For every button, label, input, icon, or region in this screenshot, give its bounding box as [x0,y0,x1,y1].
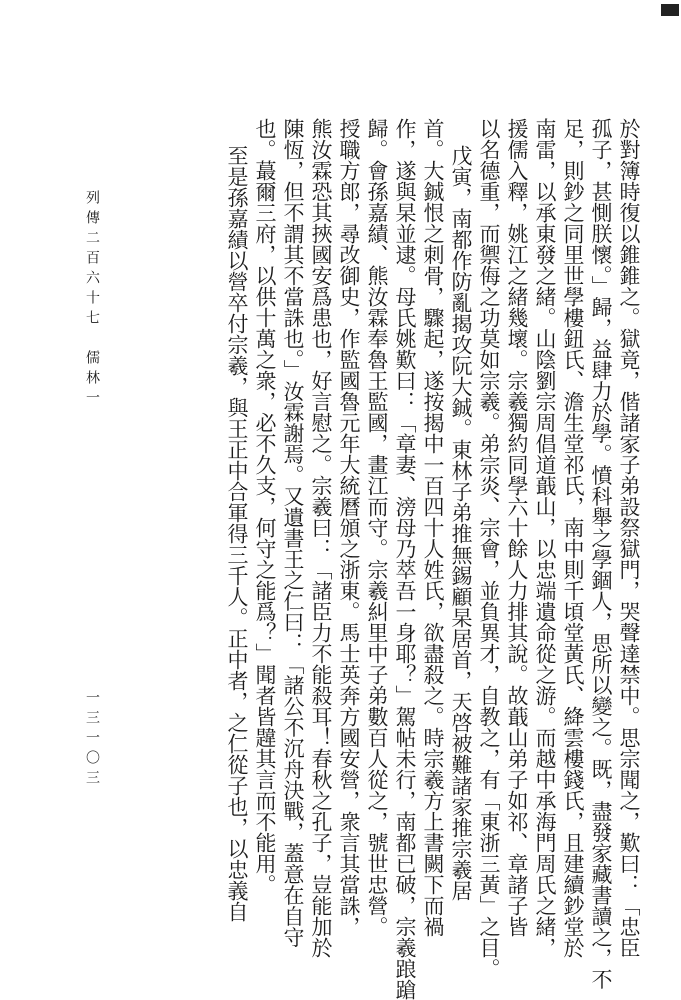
text-column: 熊汝霖恐其挾國安爲患也，好言慰之。宗羲曰：「諸臣力不能殺耳！春秋之孔子，豈能加於 [309,118,333,958]
text-column: 首。大鋮恨之刺骨，驟起，遂按揭中一百四十人姓氏，欲盡殺之。時宗羲方上書闕下而禍 [421,118,445,937]
text-column: 孤子，甚惻朕懷。」歸，益肆力於學。憤科舉之學錮人，思所以變之。既，盡發家藏書讀之，不 [589,118,613,990]
scan-edge-mark [661,4,679,16]
text-column: 戊寅，南都作防亂揭攻阮大鋮。東林子弟推無錫顧杲居首，天啓被難諸家推宗羲居 [449,145,473,901]
page-number: 一三一〇三 [84,690,100,790]
text-column: 授職方郎，尋改御史，作監國魯元年大統曆頒之浙東。馬士英奔方國安營，衆言其當誅， [337,118,361,937]
text-column: 足，則鈔之同里世學樓鈕氏、澹生堂祁氏，南中則千頃堂黃氏、絳雲樓錢氏，且建續鈔堂於 [561,118,585,958]
text-column: 以名德重，而禦侮之功莫如宗羲。弟宗炎、宗會，並負異才，自教之，有「東浙三黃」之目。 [477,118,501,979]
text-column: 陳恆，但不謂其不當誅也。」汝霖謝焉。又遺書王之仁曰：「諸公不沉舟決戰，蓋意在自守 [281,118,305,948]
text-column: 也。蕞爾三府，以供十萬之衆，必不久支，何守之能爲？」聞者皆韙其言而不能用。 [253,118,277,895]
text-column: 歸。會孫嘉績、熊汝霖奉魯王監國，畫江而守。宗羲糾里中子弟數百人從之，號世忠營。 [365,118,389,937]
running-footer: 列傳二百六十七 儒林一 [84,190,100,410]
text-column: 於對簿時復以錐錐之。獄竟，偕諸家子弟設祭獄門，哭聲達禁中。思宗聞之，歎曰：「忠臣 [617,118,641,958]
text-column: 南雷，以承東發之緒。山陰劉宗周倡道蕺山，以忠端遺命從之游。而越中承海門周氏之緒， [533,118,557,958]
text-column: 至是孫嘉績以營卒付宗羲，與王正中合軍得三千人。正中者，之仁從子也，以忠義自 [225,145,249,922]
text-column: 作，遂與杲並逮。母氏姚歎曰：「章妻、滂母乃萃吾一身耶？」駕帖未行，南都已破，宗羲踉蹌 [393,118,417,1000]
text-column: 援儒入釋，姚江之緒幾壞。宗羲獨約同學六十餘人力排其說。故蕺山弟子如祁、章諸子皆 [505,118,529,937]
